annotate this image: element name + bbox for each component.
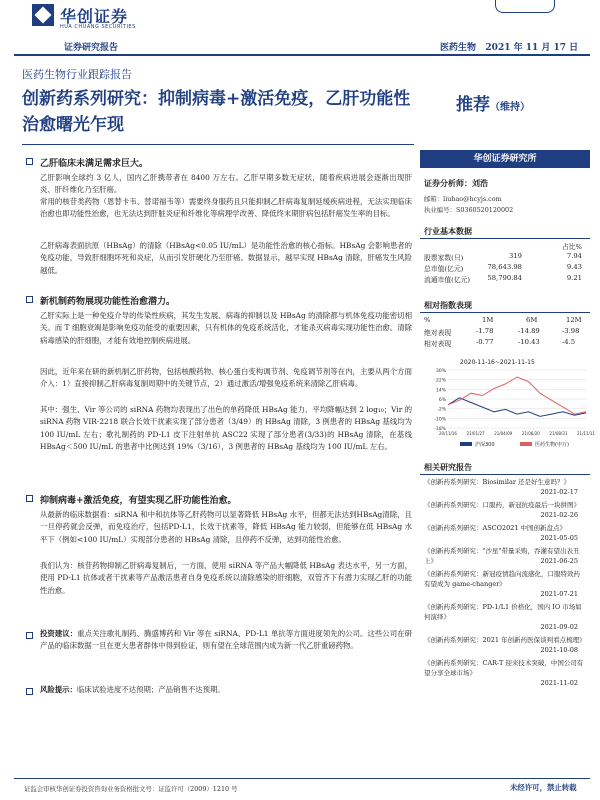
row-label: 绝对表现 [424,329,452,337]
chart-y-tick: -18% [434,427,446,432]
footer-license: 证监会审核华创证券投资咨询业务资格批文号：证监许可（2009）1210 号 [24,785,238,793]
paragraph: 乙肝病毒表面抗原（HBsAg）的清除（HBsAg<0.05 IU/mL）是功能性治愈的核心指标。HBsAg 会影响患者的免疫功能，导致肝细胞坏死和炎症，从而引发肝硬化乃至肝癌。数据显示，越早实现 HBsAg 清除，肝癌发生风险越低。 [40,241,413,275]
rating-main: 推荐 [456,95,490,115]
basic-data-row [424,252,584,263]
logo-icon [32,4,54,26]
basic-data-divider [420,238,590,239]
paragraph: 乙肝影响全球约 3 亿人，国内乙肝携带者在 8400 万左右。乙肝早期多数无症状，随着疾病进展会逐渐出现肝炎、肝纤维化乃至肝癌。 [40,173,412,195]
rating-sub: （维持） [490,102,530,113]
section-heading: 乙肝临床未满足需求巨大。 [40,159,149,169]
analyst-name: 证券分析师：刘浩 [424,178,488,188]
header-divider [14,54,590,56]
chart-x-tick: 21/01/27 [466,431,485,436]
chart-series-line [448,398,586,417]
performance-row [424,338,584,349]
related-report-link[interactable]: 《创新药系列研究：口服药，新冠抗疫最后一块拼图》 [424,501,580,509]
related-report-date: 2021-02-26 [540,511,578,519]
related-report-date: 2021-10-08 [540,646,578,654]
institute-bar: 华创证券研究所 [420,150,590,168]
perf-col: % [424,316,431,324]
chart-x-tick: 21/04/09 [494,431,513,436]
chart-x-tick: 21/11/11 [577,431,595,436]
related-report-date: 2021-11-02 [540,679,578,687]
paragraph: 因此，近年来在研的新机制乙肝药物，包括核酸药物、核心蛋白变构调节剂、免疫调节剂等在内，主要从两个方面介入：1）直接抑制乙肝病毒复制周期中的关键节点，2）通过激活/增强免疫系统来清除乙肝病毒。 [40,367,412,389]
paragraph: 临床试验进度不达预期；产品销售不达预期。 [76,685,225,694]
page-title: 创新药系列研究：抑制病毒+激活免疫，乙肝功能性治愈曙光乍现 [22,89,411,135]
row-value: -14.89 [518,327,540,335]
title-divider [22,144,414,145]
section-heading: 风险提示： [40,685,77,694]
header-tab-decoration [495,0,555,13]
chart-y-tick: -2% [437,407,446,413]
chart-legend [460,441,569,448]
section-bullet-icon [26,632,33,639]
section-heading: 新机制药物展现功能性治愈潜力。 [40,297,176,307]
paragraph: 我们认为：核苷药物抑制乙肝病毒复制后，一方面，使用 siRNA 等产品大幅降低 HBsAg 表达水平，另一方面，使用 PD-L1 抗体或者干扰素等产品激活患者自身免疫系统以清除感染的肝细胞，双管齐下有潜力实现乙肝的功能性治愈。 [40,561,412,595]
section-bullet-icon [26,495,33,502]
chart-y-tick: 30% [435,369,446,374]
related-divider [420,474,590,475]
report-date: 2021 年 11 月 17 日 [485,43,579,53]
related-report-link[interactable]: 《创新药系列研究：Biosimilar 还是好生意吗？》 [424,478,571,486]
analyst-license: 执业编号：S0360520120002 [424,206,514,214]
performance-header [424,316,584,327]
chart-y-tick: -10% [434,417,446,423]
paragraph: 其中：强生、Vir 等公司的 siRNA 药物均表现出了出色的单药降低 HBsAg 能力、平均降幅达到 2 log₁₀；Vir 的 siRNA 药物 VIR-2218 联合长效干扰素实现了部分患者（3/49）的 HBsAg 清除，3 例患者的 HBsAg 基线均为 100 IU/mL 左右；歌礼制药的 PD-L1 皮下注射单抗 ASC22 实现了部分患者(3/33)的 HBsAg 清除，在基线 HBsAg＜500 IU/mL 的患者中比例达到 19%（3/16），3 例患者的 HBsAg 基线均为 100 IU/mL 左右。 [40,405,412,451]
chart-series [448,377,586,416]
performance-chart [420,356,595,456]
related-report-date: 2021-02-17 [540,488,578,496]
perf-col: 6M [526,316,538,324]
row-label: 股票家数(只) [424,254,464,262]
row-value: 58,790.84 [487,274,522,282]
chart-legend-swatch [520,442,532,446]
related-report-link[interactable]: 《创新药系列研究：新冠疫情趋向流感化，口服特效药有望成为 game-changer》 [424,570,580,588]
related-report-link[interactable]: 《创新药系列研究：ASCO2021 中国创新盘点》 [424,524,567,532]
logo-en-text: HUA CHUANG SECURITIES [60,24,136,30]
row-pct: 7.94 [566,252,582,260]
section-bullet-icon [26,296,33,303]
related-report-link[interactable]: 《创新药系列研究："沙星"带量采购，吞灌有望出表丑上》 [424,547,580,565]
chart-x-tick: 21/08/31 [549,431,568,436]
basic-data-title: 行业基本数据 [424,226,472,236]
footer-divider [14,778,590,779]
row-value: -3.98 [562,327,580,335]
chart-title: 2020-11-16~2021-11-15 [460,359,535,366]
row-value: -0.77 [476,338,494,346]
related-report-link[interactable]: 《创新药系列研究：2021 年创新药医保谈判看点梳理》 [424,636,586,644]
analyst-email: 邮箱：liuhao@hcyjs.com [424,195,502,203]
chart-y-tick: 6% [438,398,446,403]
related-report-date: 2021-05-05 [540,534,578,542]
row-pct: 9.43 [566,263,582,271]
row-value: -4.5 [562,338,576,346]
related-report-date: 2021-07-21 [540,590,578,598]
basic-data-row [424,274,584,285]
report-subtitle: 医药生物行业跟踪报告 [22,68,132,81]
chart-grid [448,370,586,428]
related-title: 相关研究报告 [424,462,472,472]
performance-title: 相对指数表现 [424,300,472,310]
perf-col: 12M [566,316,582,324]
investment-advice [40,628,412,653]
row-label: 总市值(亿元) [424,265,464,273]
logo-text: 华创证券 [60,7,129,26]
chart-legend-label: 医药生物(申万) [535,442,569,448]
paragraph: 常用的核苷类药物（恩替卡韦、替诺福韦等）需要终身服药且只能抑制乙肝病毒复制延缓疾病进程，无法实现临床治愈也即功能性治愈，也无法达到肝脏炎症和纤维化等病理学改善、降低终末期肝病包括肝癌发生率的目标。 [40,197,412,219]
performance-divider [420,312,590,313]
row-label: 流通市值(亿元) [424,276,471,284]
basic-data-row [424,263,584,274]
row-value: 319 [509,252,522,260]
industry: 医药生物 [440,43,477,53]
section-heading: 投资建议： [40,629,78,638]
chart-legend-swatch [460,442,472,446]
related-report-date: 2021-09-02 [540,623,578,631]
section-bullet-icon [26,158,33,165]
chart-y-tick: 14% [435,388,446,394]
paragraph: 从最新的临床数据看：siRNA 和中和抗体等乙肝药物可以显著降低 HBsAg 水平，但都无法达到HBsAg清除，且一旦停药就会反弹，而免疫治疗，包括PD-L1、长效干扰素等，降低 HBsAg 能力较弱，但能够在低 HBsAg 水平下（例如<100 IU/mL）实现部分患者的 HBsAg 清除，且停药不反弹，达到功能性治愈。 [40,510,412,544]
performance-row [424,327,584,338]
row-value: 78,643.98 [487,263,522,271]
paragraph: 重点关注歌礼制药、腾盛博药和 Vir 等在 siRNA、PD-L1 单抗等方面进度领先的公司。这些公司在研产品的临床数据一旦在更大患者群体中得到验证，则有望在全球范围内成为新一代乙肝重磅药物。 [40,629,412,651]
section-bullet-icon [26,688,33,695]
perf-col: 1M [482,316,494,324]
related-report-date: 2021-06-25 [540,557,578,565]
related-report-link[interactable]: 《创新药系列研究：CAR-T 迎来技术突破，中国公司有望分享全球市场》 [424,659,584,677]
related-report-link[interactable]: 《创新药系列研究：PD-1/L1 价格化，国内 IO 市场如何演绎》 [424,603,582,621]
footer-copyright: 未经许可，禁止转载 [510,783,577,792]
row-label: 相对表现 [424,340,452,348]
chart-legend-label: 沪深300 [475,442,495,448]
risk-warning [40,684,412,696]
row-value: -1.78 [476,327,494,335]
chart-x-tick: 20/11/16 [439,431,457,436]
chart-x-tick: 21/06/20 [521,431,540,436]
row-value: -10.43 [518,338,540,346]
chart-y-ticks [434,368,446,432]
paragraph: 乙肝实际上是一种免疫介导的传染性疾病，其发生发展、病毒的抑制以及 HBsAg 的清除都与机体免疫功能密切相关。而 T 细胞衰竭是影响免疫功能受的重要因素，只有机体的免疫系统活化，才能杀灭病毒实现功能性治愈。清除病毒感染的肝细胞，才能有效地控制疾病进展。 [40,311,412,345]
rating [456,90,530,115]
chart-y-tick: 22% [435,378,446,384]
basic-data-header [424,241,584,252]
row-pct: 9.21 [566,274,582,282]
basic-col-pct: 占比% [561,243,582,251]
report-type: 证券研究报告 [64,43,119,53]
header-industry-date [440,40,578,53]
chart-x-ticks [439,431,595,436]
section-heading: 抑制病毒+激活免疫，有望实现乙肝功能性治愈。 [40,496,237,506]
